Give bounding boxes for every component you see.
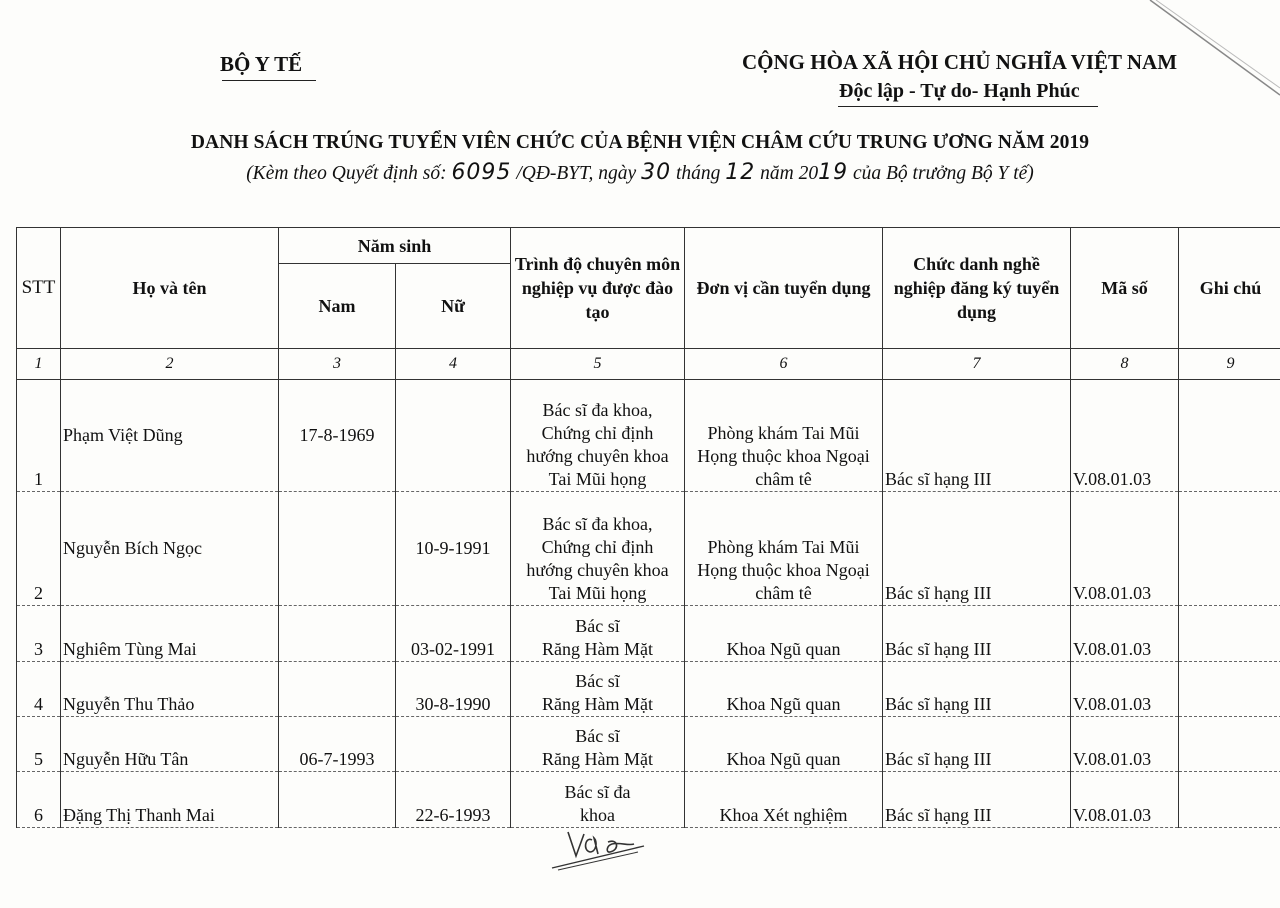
document-subtitle xyxy=(0,160,1280,185)
column-number: 8 xyxy=(1071,349,1179,380)
code-cell: V.08.01.03 xyxy=(1071,380,1179,492)
decision-day: 30 xyxy=(641,160,672,185)
column-number: 4 xyxy=(396,349,511,380)
qualification-line: Răng Hàm Mặt xyxy=(542,639,653,659)
qualification-line: Bác sĩ đa khoa, xyxy=(542,514,653,534)
candidate-name: Phạm Việt Dũng xyxy=(61,380,279,492)
position-cell: Bác sĩ hạng III xyxy=(883,492,1071,606)
candidate-name: Nguyễn Thu Thảo xyxy=(61,662,279,717)
candidate-name: Nguyễn Hữu Tân xyxy=(61,717,279,772)
birth-date-male: 17-8-1969 xyxy=(279,380,396,492)
qualification-cell xyxy=(511,492,685,606)
initials-signature xyxy=(548,820,648,875)
header-birth-year: Năm sinh xyxy=(279,228,511,264)
unit-cell xyxy=(685,772,883,828)
national-motto: Độc lập - Tự do- Hạnh Phúc xyxy=(839,80,1080,102)
candidate-table xyxy=(16,227,1280,828)
header-stt: STT xyxy=(17,228,61,349)
position-cell: Bác sĩ hạng III xyxy=(883,717,1071,772)
position-cell: Bác sĩ hạng III xyxy=(883,662,1071,717)
birth-date-male xyxy=(279,772,396,828)
qualification-line: hướng chuyên khoa xyxy=(526,446,669,466)
ministry-underline xyxy=(222,80,316,81)
header-code: Mã số xyxy=(1071,228,1179,349)
qualification-cell xyxy=(511,606,685,662)
note-cell xyxy=(1179,772,1280,828)
republic-name: CỘNG HÒA XÃ HỘI CHỦ NGHĨA VIỆT NAM xyxy=(742,50,1178,74)
qualification-cell xyxy=(511,717,685,772)
qualification-cell xyxy=(511,380,685,492)
column-number: 7 xyxy=(883,349,1071,380)
note-cell xyxy=(1179,606,1280,662)
birth-date-female: 10-9-1991 xyxy=(396,492,511,606)
table-row xyxy=(17,380,1280,492)
row-stt: 5 xyxy=(17,717,61,772)
unit-line: Họng thuộc khoa Ngoại xyxy=(697,560,870,580)
note-cell xyxy=(1179,492,1280,606)
unit-cell xyxy=(685,662,883,717)
ministry-name: BỘ Y TẾ xyxy=(220,52,303,76)
code-cell: V.08.01.03 xyxy=(1071,772,1179,828)
subtitle-month-label: tháng xyxy=(675,163,721,184)
decision-year-suffix: 19 xyxy=(818,160,849,185)
unit-line: Phòng khám Tai Mũi xyxy=(707,537,860,557)
unit-line: Phòng khám Tai Mũi xyxy=(707,423,860,443)
qualification-line: khoa xyxy=(580,805,615,825)
unit-cell xyxy=(685,606,883,662)
birth-date-male xyxy=(279,492,396,606)
qualification-line: Răng Hàm Mặt xyxy=(542,749,653,769)
column-number: 5 xyxy=(511,349,685,380)
header-note: Ghi chú xyxy=(1179,228,1280,349)
header-name: Họ và tên xyxy=(61,228,279,349)
table-row xyxy=(17,606,1280,662)
unit-line: châm tê xyxy=(755,469,812,489)
unit-line: châm tê xyxy=(755,583,812,603)
qualification-line: Chứng chỉ định xyxy=(541,537,654,557)
birth-date-male: 06-7-1993 xyxy=(279,717,396,772)
position-cell: Bác sĩ hạng III xyxy=(883,606,1071,662)
note-cell xyxy=(1179,717,1280,772)
unit-line: Họng thuộc khoa Ngoại xyxy=(697,446,870,466)
qualification-cell xyxy=(511,662,685,717)
document-title: DANH SÁCH TRÚNG TUYỂN VIÊN CHỨC CỦA BỆNH VIỆN CHÂM CỨU TRUNG ƯƠNG NĂM 2019 xyxy=(190,132,1090,153)
motto-underline xyxy=(838,106,1098,107)
decision-number: 6095 xyxy=(451,160,512,185)
unit-line: Khoa Ngũ quan xyxy=(726,639,841,659)
unit-cell xyxy=(685,717,883,772)
birth-date-female: 22-6-1993 xyxy=(396,772,511,828)
row-stt: 6 xyxy=(17,772,61,828)
qualification-line: Bác sĩ xyxy=(575,616,620,636)
row-stt: 4 xyxy=(17,662,61,717)
row-stt: 3 xyxy=(17,606,61,662)
qualification-line: Bác sĩ xyxy=(575,726,620,746)
subtitle-prefix: (Kèm theo Quyết định số: xyxy=(246,163,447,184)
candidate-name: Nguyễn Bích Ngọc xyxy=(61,492,279,606)
qualification-line: Bác sĩ đa xyxy=(564,782,631,802)
header-male: Nam xyxy=(279,264,396,349)
row-stt: 2 xyxy=(17,492,61,606)
column-number: 2 xyxy=(61,349,279,380)
qualification-line: Bác sĩ xyxy=(575,671,620,691)
row-stt: 1 xyxy=(17,380,61,492)
unit-line: Khoa Xét nghiệm xyxy=(719,805,848,825)
position-cell: Bác sĩ hạng III xyxy=(883,380,1071,492)
birth-date-female xyxy=(396,717,511,772)
birth-date-female xyxy=(396,380,511,492)
header-position: Chức danh nghề nghiệp đăng ký tuyển dụng xyxy=(883,228,1071,349)
birth-date-female: 30-8-1990 xyxy=(396,662,511,717)
decision-month: 12 xyxy=(725,160,756,185)
qualification-line: Răng Hàm Mặt xyxy=(542,694,653,714)
subtitle-suffix: của Bộ trưởng Bộ Y tế) xyxy=(852,163,1034,184)
unit-cell xyxy=(685,492,883,606)
qualification-line: hướng chuyên khoa xyxy=(526,560,669,580)
unit-cell xyxy=(685,380,883,492)
header-unit: Đơn vị cần tuyển dụng xyxy=(685,228,883,349)
subtitle-decision-suffix: /QĐ-BYT, ngày xyxy=(516,163,637,184)
code-cell: V.08.01.03 xyxy=(1071,662,1179,717)
unit-line: Khoa Ngũ quan xyxy=(726,694,841,714)
header-qualification: Trình độ chuyên môn nghiệp vụ được đào tạo xyxy=(511,228,685,349)
qualification-line: Tai Mũi họng xyxy=(548,583,647,603)
table-row xyxy=(17,717,1280,772)
code-cell: V.08.01.03 xyxy=(1071,606,1179,662)
table-row xyxy=(17,662,1280,717)
note-cell xyxy=(1179,380,1280,492)
qualification-line: Chứng chỉ định xyxy=(541,423,654,443)
qualification-line: Bác sĩ đa khoa, xyxy=(542,400,653,420)
code-cell: V.08.01.03 xyxy=(1071,492,1179,606)
candidate-name: Nghiêm Tùng Mai xyxy=(61,606,279,662)
paper-corner-fold xyxy=(1140,0,1280,100)
position-cell: Bác sĩ hạng III xyxy=(883,772,1071,828)
birth-date-female: 03-02-1991 xyxy=(396,606,511,662)
column-number: 6 xyxy=(685,349,883,380)
birth-date-male xyxy=(279,606,396,662)
column-number: 3 xyxy=(279,349,396,380)
note-cell xyxy=(1179,662,1280,717)
candidate-name: Đặng Thị Thanh Mai xyxy=(61,772,279,828)
unit-line: Khoa Ngũ quan xyxy=(726,749,841,769)
header-female: Nữ xyxy=(396,264,511,349)
subtitle-year-label: năm 20 xyxy=(760,163,819,184)
birth-date-male xyxy=(279,662,396,717)
qualification-line: Tai Mũi họng xyxy=(548,469,647,489)
column-number: 9 xyxy=(1179,349,1280,380)
table-row xyxy=(17,772,1280,828)
table-row xyxy=(17,492,1280,606)
column-number: 1 xyxy=(17,349,61,380)
code-cell: V.08.01.03 xyxy=(1071,717,1179,772)
